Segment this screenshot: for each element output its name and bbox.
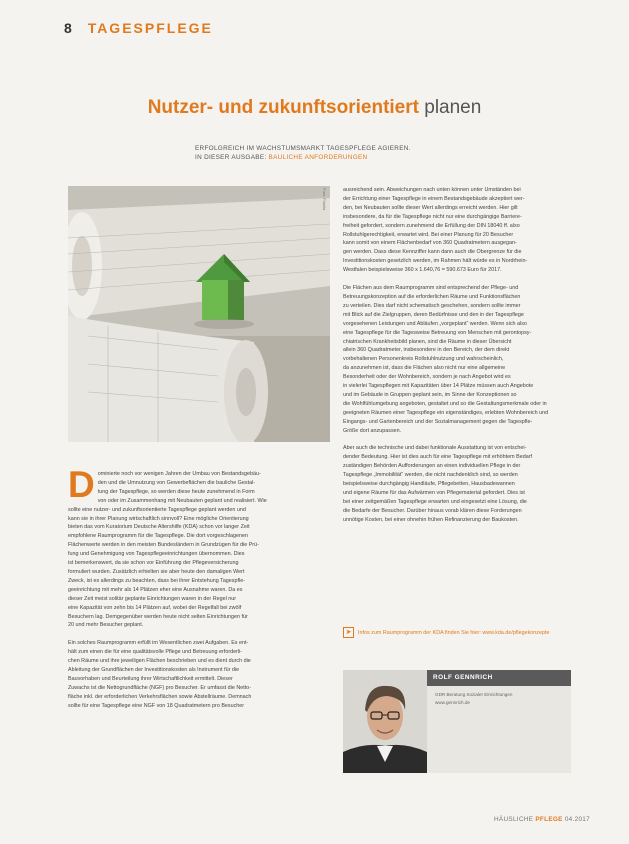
body-text-line: Betreuungskonzeption auf die erforderlichen Räume und Funktionsflächen: [343, 293, 521, 300]
right-text-column: [343, 186, 605, 534]
body-text-line: bei einer zeitgemäßen Tagespflege erwarten und eingesetzt eine Lösung, die: [343, 498, 527, 505]
body-text-line: Ableitung der Grundflächen der Investitionskosten als Instrument für die: [68, 667, 240, 674]
body-text-line: dender Bedeutung. Hier ist dies auch für eine Tagespflege mit erhöhtem Bedarf: [343, 454, 532, 461]
left-paragraph-1-lines: [68, 464, 330, 630]
body-text-line: Rollstuhlgerechtigkeit, erwartet wird. Bei einer Planung für 20 Besucher: [343, 231, 514, 238]
body-text-line: hält zum einen die für eine qualitätsvolle Pflege und Betreuung erforderli-: [68, 649, 243, 656]
body-text-line: die Wohlfühlumgebung angeboten, gestaltet und so die Gestaltungsmerkmale oder in: [343, 400, 547, 407]
article-title: [0, 97, 629, 119]
kicker-line-1: ERFOLGREICH IM WACHSTUMSMARKT TAGESPFLEGE AGIEREN.: [195, 145, 411, 152]
body-text-line: Besonderheit oder der Wohnbereich, sondern je nach Angebot wird es: [343, 374, 511, 381]
body-text-line: Tagespflege „Immobilität“ werden, die nicht nachdenklich sind, so werden: [343, 472, 518, 479]
body-text-line: Flächenwerte werden in den meisten Bundesländern in Grundzügen für die Prü-: [68, 542, 259, 549]
body-text-line: eine Kapazität von zehn bis 14 Plätzen auf, wobei der Regelfall bei zwölf: [68, 604, 242, 611]
body-text-line: sollte eine nutzer- und zukunftsorientierte Tagespflege geplant werden und: [68, 506, 246, 513]
footer-issue: 04.2017: [564, 816, 591, 823]
footer-highlight: PFLEGE: [535, 816, 563, 823]
body-text-line: ausreichend sein. Abweichungen nach unten können unter Umständen bei: [343, 187, 521, 193]
body-text-line: den und die Umnutzung von Gewerbeflächen die bauliche Gestal-: [97, 479, 256, 486]
body-text-line: ist bemerkenswert, da sie schon vor Einführung der Pflegeversicherung: [68, 560, 239, 567]
info-note[interactable]: [343, 627, 549, 638]
title-highlight: Nutzer- und zukunftsorientiert: [147, 97, 419, 118]
body-text-line: gen werden. Dass diese Kennziffer kann dann auch die Obergrenze für die: [343, 249, 522, 256]
title-rest: planen: [424, 97, 482, 118]
author-box: [343, 670, 571, 773]
author-website[interactable]: www.gennrich.de: [435, 700, 470, 705]
body-text-line: 20 und mehr Besucher geplant.: [68, 622, 144, 629]
body-text-line: von oder im Zusammenhang mit Neubauten geplant und realisiert. Wie: [97, 497, 267, 504]
body-text-line: sollte für eine Tagespflege eine NGF von 18 Quadratmetern pro Besucher: [68, 702, 245, 709]
body-text-line: Besuchern lag. Demgegenüber werden heute nicht selten Einrichtungen für: [68, 613, 248, 620]
footer-brand: HÄUSLICHE: [494, 816, 534, 823]
body-text-line: beispielsweise durchgängig Handläufe, Pflegebetten, Hausbadewannen: [343, 481, 515, 488]
body-text-line: chen Räume und ihre jeweiligen Flächen beschrieben und es dient durch die: [68, 658, 251, 665]
kicker-prefix: IN DIESER AUSGABE:: [195, 154, 267, 161]
blueprint-house-photo: [68, 186, 330, 442]
article-kicker: [195, 144, 495, 162]
body-text-line: bieten das vom Kuratorium Deutsche Altershilfe (KDA) schon vor langer Zeit: [68, 524, 250, 531]
section-label: TAGESPFLEGE: [87, 20, 213, 36]
body-text-line: die Bedarfe der Besucher. Darüber hinaus vorab klären diese Forderungen: [343, 507, 522, 514]
body-text-line: insbesondere, da für die Tagespflege nicht nur eine durchgängige Barriere-: [343, 213, 522, 220]
left-text-column: [68, 464, 330, 720]
author-name: ROLF GENNRICH: [433, 674, 493, 681]
body-text-line: allein 360 Quadratmeter, insbesondere in den Bereich, der dem direkt: [343, 347, 510, 354]
body-text-line: fung und Genehmigung von Tagespflegeeinrichtungen übernommen. Dies: [68, 551, 245, 558]
photo-credit: Foto: Fotolia: [322, 188, 327, 211]
author-affiliation: GDR Beratung Sozialer Einrichtungen: [435, 692, 513, 697]
body-text-line: geeinrichtung mit mehr als 14 Plätzen eher eine Ausnahme waren. Da es: [68, 586, 243, 593]
body-text-line: vorbehaltenen Personenkreis Rollstuhlnutzung und wahrscheinlich,: [343, 356, 504, 363]
body-text-line: kann somit von einem Flächenbedarf von 360 Quadratmetern ausgegan-: [343, 240, 517, 247]
body-text-line: und im Gebäude in Gruppen geplant sein, im Sinne der Konzeptionen so: [343, 391, 517, 398]
section-header: [64, 20, 213, 36]
body-text-line: Größe dort anzupassen.: [343, 427, 402, 434]
body-text-line: dieser Zeit meist solitär geplante Einrichtungen waren in der Regel nur: [68, 595, 237, 602]
body-text-line: Westfalen beispielsweise 360 x 1.640,76 = 590.673 Euro für 2017.: [343, 267, 502, 274]
body-text-line: da anzunehmen ist, dass die Flächen also nicht nur eine allgemeine: [343, 365, 506, 372]
kicker-line-2: [195, 153, 495, 162]
right-paragraph-1: [343, 186, 605, 275]
body-text-line: freiheit gefordert, sondern zunehmend die Erfüllung der DIN 18040 ff. also: [343, 222, 520, 229]
body-text-line: zu verteilen. Dies darf nicht schematisch geschehen, sondern sollte immer: [343, 302, 521, 309]
arrow-icon: ➤: [343, 627, 354, 638]
body-text-line: formuliert wurden. Zusätzlich erhielten sie aber heute den damaligen Wert: [68, 568, 245, 575]
body-text-line: geeigneten Räumen einer Tagespflege ein eigenständiges, erlebten Wohnbereich und: [343, 409, 549, 416]
left-paragraph-1: [68, 464, 330, 630]
body-text-line: Zweck, ist es allerdings zu beachten, dass bei ihrer Entstehung Tagespfle-: [68, 577, 245, 584]
right-paragraph-3: [343, 444, 605, 524]
body-text-line: der Errichtung einer Tagespflege in einem Bestandsgebäude akzeptiert wer-: [343, 195, 525, 202]
body-text-line: zuständigen Behörden Aufforderungen an einen individuellen Pflege in der: [343, 463, 521, 470]
right-paragraph-2: [343, 284, 605, 435]
body-text-line: Aber auch die technische und dabei funktionale Ausstattung ist von entschei-: [343, 445, 527, 452]
body-text-line: Eingangs- und Gartenbereich und der Sozialmanagement gegen die Tagespfle-: [343, 418, 533, 425]
body-text-line: Investitionskosten gesetzlich werden, im Rahmen hält würde es in Nordrhein-: [343, 258, 528, 265]
body-text-line: ominierte noch vor wenigen Jahren der Umbau von Bestandsgebäu-: [97, 471, 261, 477]
body-text-line: chiatrischen Krankheitsbild planen, sind die Räume in dieser Übersicht: [343, 338, 512, 345]
drop-cap: D: [68, 464, 95, 505]
body-text-line: Bauvorhaben und Beurteilung ihrer Wirtschaftlichkeit ermittelt. Dieser: [68, 675, 233, 682]
body-text-line: den, bei Neubauten sollte dieser Wert allerdings erreicht werden. Hier gilt: [343, 204, 518, 211]
page-number: 8: [64, 20, 73, 36]
body-text-line: Zuwachs ist die Nettogrundfläche (NGF) pro Besucher. Er umfasst die Netto-: [68, 684, 252, 691]
body-text-line: mit Blick auf die Zielgruppen, deren Bedürfnisse und den in der Tagespflege: [343, 311, 524, 318]
author-portrait: [343, 670, 427, 773]
body-text-line: tung der Tagespflege, so werden diese heute zunehmend in Form: [97, 488, 255, 495]
kicker-highlight: BAULICHE ANFORDERUNGEN: [268, 154, 368, 161]
body-text-line: unnötige Kosten, bei einer ohnehin frühen Refinanzierung der Baukosten.: [343, 516, 519, 523]
page-footer: [494, 816, 590, 823]
body-text-line: kann sie in ihrer Planung wirtschaftlich sinnvoll? Eine mögliche Orientierung: [68, 515, 249, 522]
body-text-line: vorgesehenen Leistungen und Abläufen „vorgeplant“ werden. Wenn sich also: [343, 320, 527, 327]
left-paragraph-2: [68, 639, 330, 710]
body-text-line: in vielerlei Tagespflegen mit Kapazitäten über 14 Plätze müssen auch Angebote: [343, 383, 534, 390]
body-text-line: empfohlene Raumprogramm für die Tagespflege. Die dort vorgeschlagenen: [68, 533, 248, 540]
body-text-line: und eigene Räume für das Aufwärmen von Pflegematerial gefordert. Dies ist: [343, 490, 525, 496]
info-note-text[interactable]: Infos zum Raumprogramm der KDA finden Sie hier: www.kda.de/pflegekonzepte: [358, 629, 550, 636]
body-text-line: Ein solches Raumprogramm erfüllt im Wesentlichen zwei Aufgaben. Es ent-: [68, 640, 249, 647]
body-text-line: Die Flächen aus dem Raumprogramm sind entsprechend der Pflege- und: [343, 285, 519, 292]
body-text-line: fläche inkl. der erforderlichen Verkehrsflächen sowie Abstellräume. Demnach: [68, 693, 252, 700]
body-text-line: eine Tagespflege für die Tagesweise Betreuung von Menschen mit gerontopsy-: [343, 329, 532, 336]
